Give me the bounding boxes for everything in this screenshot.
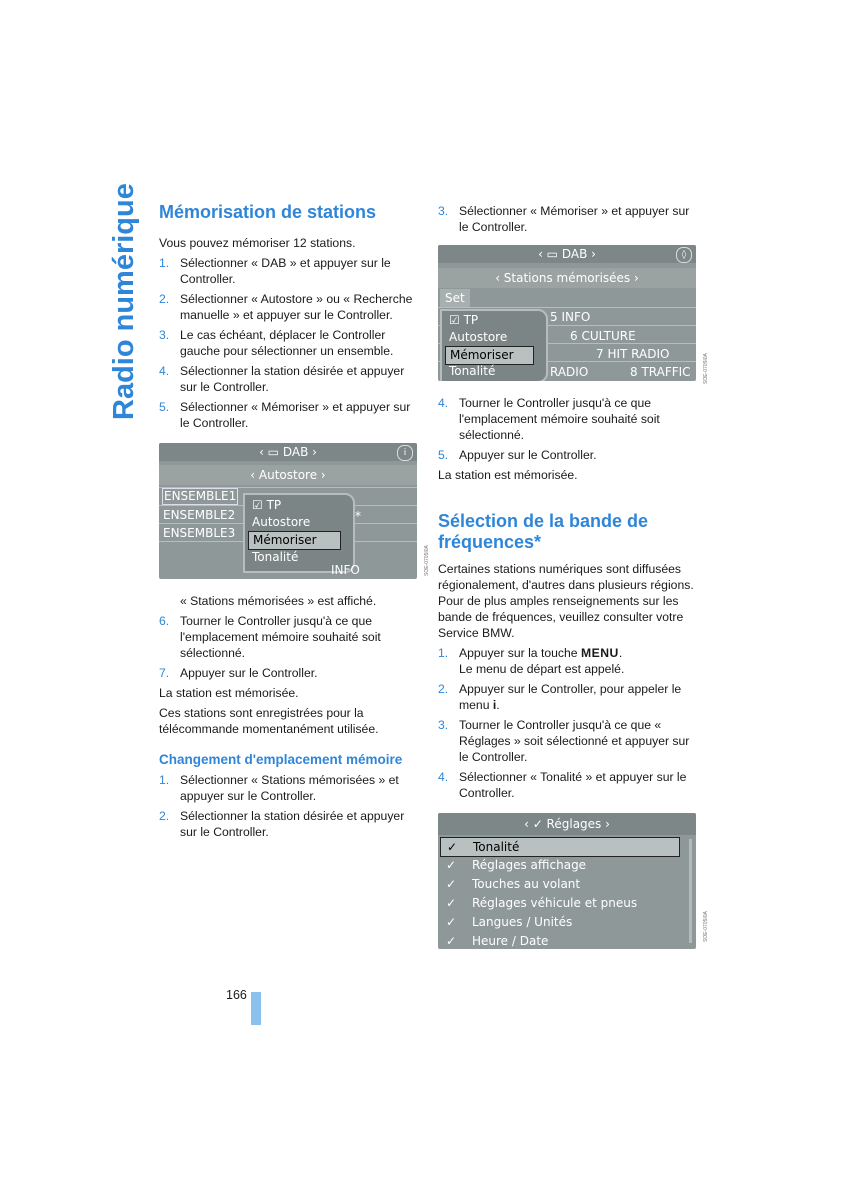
left-column: [159, 202, 417, 844]
page-number: 166: [226, 988, 247, 1002]
screen-header: ‹ ▭ DAB ›: [159, 443, 417, 461]
station-item: 7 HIT RADIO: [596, 347, 670, 361]
station-item: RADIO: [550, 365, 589, 379]
list-item: 6. Tourner le Controller jusqu'à ce que l'emplacement mémoire souhaité soit sélectionné.: [159, 614, 381, 660]
dab-autostore-screen: [159, 443, 417, 579]
set-label: Set: [440, 289, 470, 307]
section-heading: Sélection de la bande de fréquences*: [438, 511, 649, 552]
list-item: 1. Sélectionner « DAB » et appuyer sur le Controller.: [159, 256, 391, 286]
settings-item-affichage: ✓ Réglages affichage: [446, 858, 587, 872]
vehicle-icon: ✓: [446, 896, 457, 910]
language-icon: ✓: [446, 915, 457, 929]
clock-icon: ✓: [446, 934, 457, 948]
context-menu: [440, 309, 548, 381]
page-marker-bar: [251, 992, 261, 1025]
steering-icon: ✓: [446, 877, 457, 891]
steps-list: [438, 203, 696, 235]
settings-item-langues: ✓ Langues / Unités: [446, 915, 573, 929]
band-paragraph: Certaines stations numériques sont diffusées régionalement, d'autres dans plusieurs régions. Pour de plus amples renseignements sur les bande de fréquences, veuillez consulter votre Service BMW.: [438, 562, 694, 640]
ensemble-item: ENSEMBLE3: [163, 526, 236, 540]
settings-item-vehicule: ✓ Réglages véhicule et pneus: [446, 896, 638, 910]
steps-list: [438, 645, 696, 801]
list-item: 4. Tourner le Controller jusqu'à ce que l'emplacement mémoire souhaité soit sélectionné.: [438, 396, 660, 442]
tone-icon: ✓: [447, 840, 458, 854]
list-item: 3. Le cas échéant, déplacer le Controller gauche pour sélectionner un ensemble.: [159, 328, 394, 358]
menu-item-tp: ☑ TP: [449, 313, 479, 327]
list-item: 3. Tourner le Controller jusqu'à ce que « Réglages » soit sélectionné et appuyer sur le Controller.: [438, 718, 690, 764]
list-item: 4. Sélectionner la station désirée et appuyer sur le Controller.: [159, 364, 405, 394]
menu-item-tonalite: Tonalité: [252, 550, 299, 564]
image-code: SOE-0705I0A: [703, 353, 709, 384]
station-item: 6 CULTURE: [570, 329, 636, 343]
saved-text: La station est mémorisée.: [438, 468, 578, 482]
info-label: INFO: [331, 563, 360, 577]
screen-header: ‹ ✓ Réglages ›: [438, 813, 696, 835]
image-code: SOE-0705I0A: [424, 545, 430, 576]
info-icon: ◊: [676, 247, 692, 263]
list-item: 2. Appuyer sur le Controller, pour appeler le menu i.: [438, 682, 682, 712]
list-item: 2. Sélectionner « Autostore » ou « Recherche manuelle » et appuyer sur le Controller.: [159, 292, 413, 322]
steps-list: [159, 772, 417, 840]
display-icon: ✓: [446, 858, 457, 872]
steps-list: [159, 255, 417, 431]
screen-subheader: ‹ Autostore ›: [159, 465, 417, 485]
list-item: 1. Appuyer sur la touche MENU. Le menu de départ est appelé.: [438, 646, 625, 676]
info-icon: i: [397, 445, 413, 461]
settings-item-heure: ✓ Heure / Date: [446, 934, 549, 948]
menu-item-autostore: Autostore: [449, 330, 508, 344]
menu-item-memoriser: Mémoriser: [445, 346, 534, 365]
menu-item-autostore: Autostore: [252, 515, 311, 529]
subsection-heading: Changement d'emplacement mémoire: [159, 752, 403, 767]
screen-header: ‹ ▭ DAB ›: [438, 245, 696, 263]
list-item: 2. Sélectionner la station désirée et appuyer sur le Controller.: [159, 809, 405, 839]
star-marker: *: [355, 509, 361, 523]
stations-memorisees-screen: [438, 245, 696, 381]
after-screen-text: « Stations mémorisées » est affiché.: [180, 594, 377, 608]
intro-text: Vous pouvez mémoriser 12 stations.: [159, 236, 356, 250]
list-item: 5. Appuyer sur le Controller.: [438, 448, 597, 462]
section-heading: Mémorisation de stations: [159, 202, 377, 222]
menu-item-tonalite: Tonalité: [449, 364, 496, 378]
ensemble-item: ENSEMBLE1: [164, 489, 237, 503]
list-item: 3. Sélectionner « Mémoriser » et appuyer sur le Controller.: [438, 204, 690, 234]
reglages-screen: [438, 813, 696, 949]
list-item: 4. Sélectionner « Tonalité » et appuyer sur le Controller.: [438, 770, 687, 800]
station-item: 5 INFO: [550, 310, 591, 324]
settings-item-volant: ✓ Touches au volant: [446, 877, 581, 891]
image-code: SOE-0705I0A: [703, 911, 709, 942]
steps-list: [438, 395, 696, 463]
list-item: 1. Sélectionner « Stations mémorisées » et appuyer sur le Controller.: [159, 773, 399, 803]
side-section-title: Radio numérique: [108, 183, 140, 420]
menu-item-memoriser: Mémoriser: [248, 531, 341, 550]
steps-list: [159, 613, 417, 681]
menu-item-tp: ☑ TP: [252, 498, 282, 512]
list-item: 5. Sélectionner « Mémoriser » et appuyer sur le Controller.: [159, 400, 411, 430]
ensemble-item: ENSEMBLE2: [163, 508, 236, 522]
remote-text: Ces stations sont enregistrées pour la télécommande momentanément utilisée.: [159, 706, 379, 736]
scrollbar: [689, 839, 692, 943]
saved-text: La station est mémorisée.: [159, 686, 299, 700]
settings-item-tonalite: ✓ Tonalité: [440, 837, 680, 857]
station-item: 8 TRAFFIC: [630, 365, 691, 379]
menu-key-label: MENU: [580, 646, 619, 660]
info-icon: i: [492, 698, 497, 712]
screen-subheader: ‹ Stations mémorisées ›: [438, 268, 696, 288]
list-item: 7. Appuyer sur le Controller.: [159, 666, 318, 680]
right-column: [438, 203, 696, 963]
